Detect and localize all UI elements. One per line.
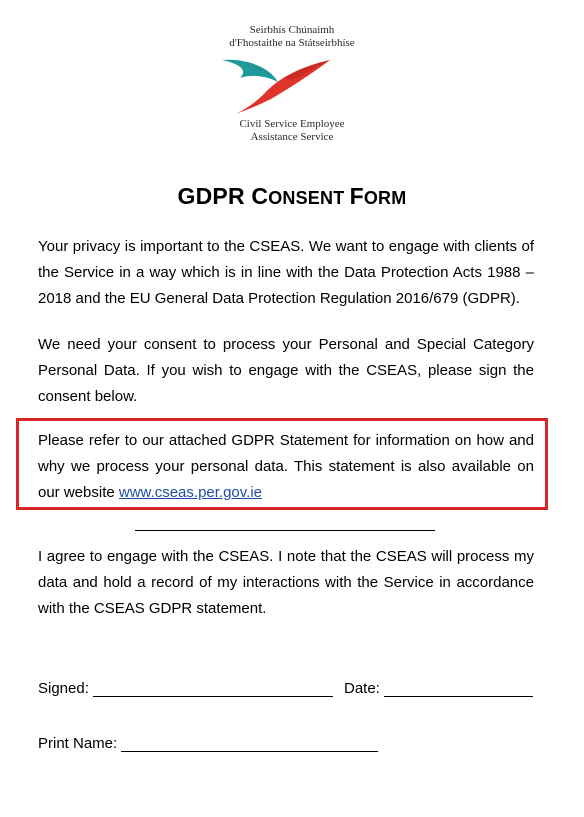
agreement-paragraph: I agree to engage with the CSEAS. I note that the CSEAS will process my data and hold a record of my interactions with the Service in accordance with the CSEAS GDPR statement. <box>38 548 534 617</box>
page-title <box>0 183 584 210</box>
title-orm: ORM <box>363 188 407 208</box>
cseas-logo-icon <box>218 54 332 118</box>
print-name-label: Print Name: <box>38 735 118 752</box>
date-label: Date: <box>344 680 380 697</box>
date-field[interactable] <box>384 696 533 697</box>
title-c: C <box>251 183 269 209</box>
title-dpr: DPR <box>195 183 252 209</box>
consent-paragraph: We need your consent to process your Personal and Special Category Personal Data. If you wish to engage with the CSEAS, please sign the consent below. <box>38 336 534 405</box>
divider <box>135 530 435 531</box>
title-g: G <box>177 183 196 209</box>
title-onsent: ONSENT <box>268 188 350 208</box>
logo-irish-line2: d'Fhostaithe na Státseirbhíse <box>229 37 355 49</box>
print-name-field[interactable] <box>121 751 378 752</box>
logo-english-line2: Assistance Service <box>250 131 334 143</box>
signed-label: Signed: <box>38 680 89 697</box>
logo-irish-line1: Seirbhís Chúnaimh <box>249 24 335 36</box>
gdpr-notice <box>38 428 534 506</box>
gdpr-notice-text: Please refer to our attached GDPR Statement for information on how and why we process your personal data. This statement is also available on our website <box>38 432 534 501</box>
logo-english-line1: Civil Service Employee <box>239 118 345 130</box>
signed-field[interactable] <box>93 696 333 697</box>
privacy-paragraph: Your privacy is important to the CSEAS. We want to engage with clients of the Service in a way which is in line with the Data Protection Acts 1988 – 2018 and the EU General Data Protection Regulation 2016/679 (GDPR). <box>38 238 534 307</box>
title-f: F <box>349 183 364 209</box>
website-link[interactable]: www.cseas.per.gov.ie <box>118 484 262 501</box>
